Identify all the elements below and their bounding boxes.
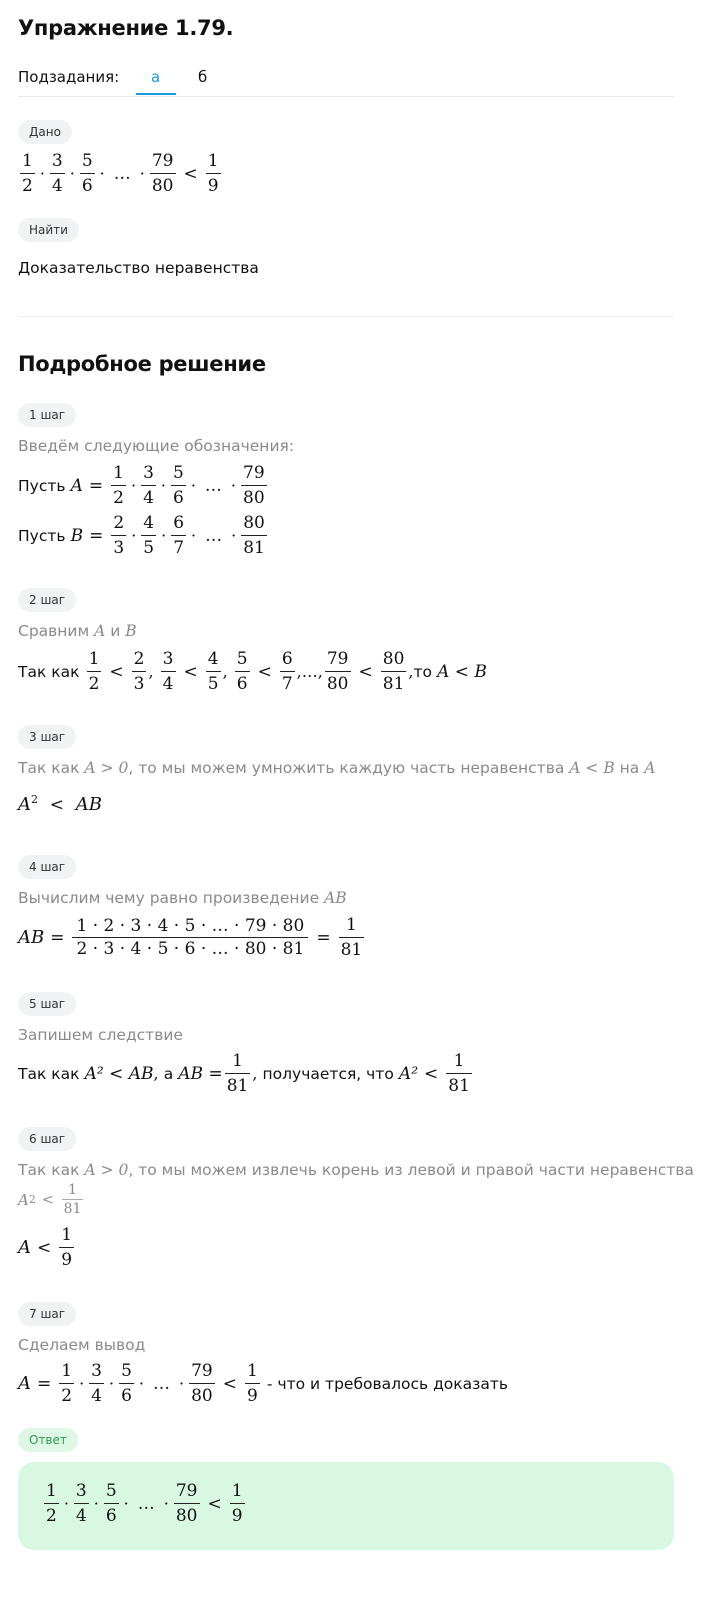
subtasks-bar — [18, 66, 674, 97]
step-badge-4: 4 шаг — [18, 855, 76, 879]
step-6-caption-expression: A 2 < $\frac{1}{81}$ — [18, 1182, 82, 1217]
active-tab-indicator — [136, 93, 176, 95]
step-badge-1: 1 шаг — [18, 403, 76, 427]
step-badge-6: 6 шаг — [18, 1127, 76, 1151]
fraction: $\frac{79}{80}$ — [151, 151, 174, 196]
step-1-line-a: Пусть A = $\frac{1}{2}$ · $\frac{3}{4}$ · $\frac{5}{6}$ · … · $\frac{79}{80}$ — [18, 463, 265, 508]
subtasks-label: Подзадания: — [18, 68, 120, 86]
find-badge: Найти — [18, 218, 79, 242]
step-4-equation: AB = $\frac{1 \cdot 2 \cdot 3 \cdot 4 \cdot 5 \cdot \dots \cdot 79 \cdot 80}{2 \cdot 3 \cdot 4 \cdot 5 \cdot 6 \cdot \dots \cdot 80 \cdot 81}$ = $\frac{1}{81}$ — [18, 915, 363, 960]
step-2-caption: Сравним A и B — [18, 622, 137, 640]
page-title: Упражнение 1.79. — [18, 16, 234, 40]
step-badge-2: 2 шаг — [18, 588, 76, 612]
step-badge-3: 3 шаг — [18, 725, 76, 749]
step-badge-5: 5 шаг — [18, 992, 76, 1016]
step-7-caption: Сделаем вывод — [18, 1336, 146, 1354]
answer-expression: $\frac{1}{2}$ · $\frac{3}{4}$ · $\frac{5}{6}$ · … · $\frac{79}{80}$ < $\frac{1}{9}$ — [46, 1481, 243, 1526]
given-expression: $\frac{1}{2}$ · $\frac{3}{4}$ · $\frac{5}{6}$ · … · $\frac{79}{80}$ < $\frac{1}{9}$ — [22, 151, 219, 196]
step-7-conclusion: A = $\frac{1}{2}$ · $\frac{3}{4}$ · $\frac{5}{6}$ · … · $\frac{79}{80}$ < $\frac{1}{9}$ - что и требовалось доказать — [18, 1361, 509, 1406]
answer-box — [18, 1462, 674, 1550]
step-3-caption: Так как A > 0, то мы можем умножить каждую часть неравенства A < B на A — [18, 759, 656, 777]
fraction: $\frac{3}{4}$ — [51, 151, 63, 196]
fraction: $\frac{1}{2}$ — [22, 151, 33, 196]
step-2-comparison: Так как $\frac{1}{2}$ < $\frac{2}{3}$ , $\frac{3}{4}$ < $\frac{4}{5}$ , $\frac{5}{6}$ < $\frac{6}{7}$ , … , $\frac{79}{80}$ < $\frac{80}{81}$ , то A < B — [18, 649, 487, 694]
step-6-result: A < $\frac{1}{9}$ — [18, 1225, 73, 1270]
step-3-result: $A^2$ < AB — [18, 793, 102, 815]
step-6-caption: Так как A > 0, то мы можем извлечь корень из левой и правой части неравенства — [18, 1161, 694, 1179]
find-text: Доказательство неравенства — [18, 259, 259, 277]
tab-b[interactable]: б — [198, 68, 208, 86]
given-badge: Дано — [18, 120, 72, 144]
fraction: $\frac{1}{9}$ — [207, 151, 219, 196]
fraction: $\frac{5}{6}$ — [81, 151, 93, 196]
step-5-caption: Запишем следствие — [18, 1026, 183, 1044]
step-1-line-b: Пусть B = $\frac{2}{3}$ · $\frac{4}{5}$ · $\frac{6}{7}$ · … · $\frac{80}{81}$ — [18, 513, 265, 558]
solution-title: Подробное решение — [18, 352, 266, 376]
step-4-caption: Вычислим чему равно произведение AB — [18, 889, 347, 907]
step-5-line: Так как A² < AB , а AB = $\frac{1}{81}$ , получается, что A² < $\frac{1}{81}$ — [18, 1051, 470, 1096]
step-1-caption: Введём следующие обозначения: — [18, 437, 295, 455]
tab-a[interactable]: а — [151, 68, 161, 86]
step-badge-7: 7 шаг — [18, 1302, 76, 1326]
divider — [18, 316, 674, 317]
answer-badge: Ответ — [18, 1428, 78, 1452]
